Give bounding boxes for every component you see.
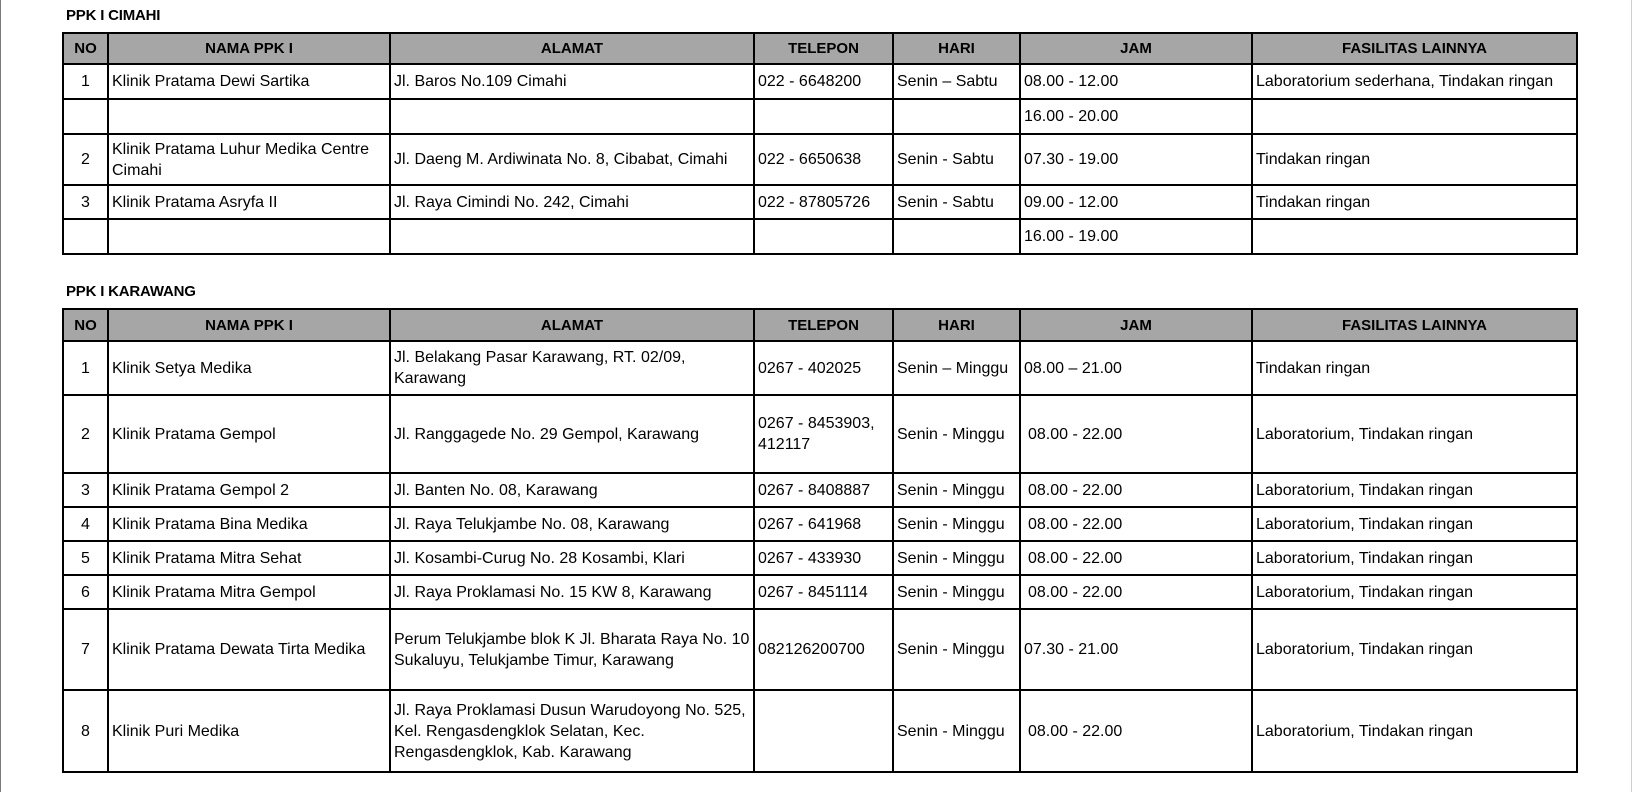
cell-hari: Senin - Minggu xyxy=(893,575,1020,609)
cell-fasilitas: Laboratorium, Tindakan ringan xyxy=(1252,473,1577,507)
cell-nama: Klinik Pratama Luhur Medika Centre Cimahi xyxy=(108,134,390,185)
cell-telepon: 0267 - 641968 xyxy=(754,507,893,541)
cell-nama: Klinik Pratama Dewi Sartika xyxy=(108,64,390,99)
table-row xyxy=(63,690,1577,772)
cell-fasilitas: Laboratorium, Tindakan ringan xyxy=(1252,507,1577,541)
cell-nama: Klinik Pratama Asryfa II xyxy=(108,185,390,219)
cell-jam: 08.00 - 22.00 xyxy=(1020,395,1252,473)
cell-no: 7 xyxy=(63,609,108,690)
cell-telepon: 0267 - 402025 xyxy=(754,341,893,395)
table-ppk-karawang xyxy=(62,308,1578,773)
cell-fasilitas: Laboratorium sederhana, Tindakan ringan xyxy=(1252,64,1577,99)
cell-telepon xyxy=(754,219,893,254)
cell-hari: Senin – Minggu xyxy=(893,341,1020,395)
cell-nama: Klinik Pratama Gempol xyxy=(108,395,390,473)
cell-jam: 08.00 - 22.00 xyxy=(1020,507,1252,541)
cell-telepon: 082126200700 xyxy=(754,609,893,690)
cell-alamat: Jl. Raya Proklamasi No. 15 KW 8, Karawang xyxy=(390,575,754,609)
cell-alamat: Jl. Raya Proklamasi Dusun Warudoyong No. 525, Kel. Rengasdengklok Selatan, Kec. Rengasdengklok, Kab. Karawang xyxy=(390,690,754,772)
cell-hari: Senin - Minggu xyxy=(893,541,1020,575)
cell-hari xyxy=(893,99,1020,134)
cell-jam: 09.00 - 12.00 xyxy=(1020,185,1252,219)
cell-nama: Klinik Setya Medika xyxy=(108,341,390,395)
cell-hari: Senin - Minggu xyxy=(893,473,1020,507)
cell-alamat: Jl. Belakang Pasar Karawang, RT. 02/09, Karawang xyxy=(390,341,754,395)
cell-jam: 16.00 - 20.00 xyxy=(1020,99,1252,134)
cell-no: 3 xyxy=(63,185,108,219)
cell-nama: Klinik Pratama Bina Medika xyxy=(108,507,390,541)
cell-no: 4 xyxy=(63,507,108,541)
cell-hari: Senin - Minggu xyxy=(893,395,1020,473)
cell-no xyxy=(63,99,108,134)
cell-fasilitas: Laboratorium, Tindakan ringan xyxy=(1252,541,1577,575)
cell-jam: 16.00 - 19.00 xyxy=(1020,219,1252,254)
cell-hari xyxy=(893,219,1020,254)
cell-hari: Senin – Sabtu xyxy=(893,64,1020,99)
cell-no: 3 xyxy=(63,473,108,507)
cell-no: 6 xyxy=(63,575,108,609)
cell-hari: Senin - Minggu xyxy=(893,690,1020,772)
cell-telepon: 022 - 6648200 xyxy=(754,64,893,99)
table-row xyxy=(63,219,1577,254)
cell-no xyxy=(63,219,108,254)
header-fasilitas: FASILITAS LAINNYA xyxy=(1252,309,1577,341)
cell-telepon: 022 - 6650638 xyxy=(754,134,893,185)
cell-alamat: Jl. Baros No.109 Cimahi xyxy=(390,64,754,99)
cell-jam: 08.00 - 22.00 xyxy=(1020,690,1252,772)
cell-nama: Klinik Pratama Gempol 2 xyxy=(108,473,390,507)
table-row xyxy=(63,99,1577,134)
cell-fasilitas: Tindakan ringan xyxy=(1252,185,1577,219)
cell-telepon xyxy=(754,99,893,134)
header-fasilitas: FASILITAS LAINNYA xyxy=(1252,33,1577,64)
table-row xyxy=(63,185,1577,219)
table-ppk-cimahi xyxy=(62,32,1578,255)
table-row xyxy=(63,473,1577,507)
table-row xyxy=(63,341,1577,395)
header-jam: JAM xyxy=(1020,33,1252,64)
cell-no: 5 xyxy=(63,541,108,575)
cell-alamat: Jl. Banten No. 08, Karawang xyxy=(390,473,754,507)
cell-no: 1 xyxy=(63,64,108,99)
cell-telepon: 0267 - 8408887 xyxy=(754,473,893,507)
cell-fasilitas: Laboratorium, Tindakan ringan xyxy=(1252,575,1577,609)
cell-nama: Klinik Pratama Mitra Sehat xyxy=(108,541,390,575)
cell-jam: 08.00 – 21.00 xyxy=(1020,341,1252,395)
header-no: NO xyxy=(63,309,108,341)
cell-alamat xyxy=(390,99,754,134)
cell-telepon xyxy=(754,690,893,772)
cell-no: 2 xyxy=(63,134,108,185)
cell-alamat: Jl. Ranggagede No. 29 Gempol, Karawang xyxy=(390,395,754,473)
cell-alamat xyxy=(390,219,754,254)
cell-nama: Klinik Pratama Mitra Gempol xyxy=(108,575,390,609)
cell-telepon: 0267 - 8453903, 412117 xyxy=(754,395,893,473)
cell-jam: 08.00 - 12.00 xyxy=(1020,64,1252,99)
section-title-cimahi: PPK I CIMAHI xyxy=(66,7,161,24)
cell-nama: Klinik Pratama Dewata Tirta Medika xyxy=(108,609,390,690)
cell-nama xyxy=(108,99,390,134)
section-title-karawang: PPK I KARAWANG xyxy=(66,283,196,300)
header-jam: JAM xyxy=(1020,309,1252,341)
cell-fasilitas: Laboratorium, Tindakan ringan xyxy=(1252,690,1577,772)
cell-fasilitas xyxy=(1252,99,1577,134)
cell-no: 1 xyxy=(63,341,108,395)
cell-fasilitas: Tindakan ringan xyxy=(1252,341,1577,395)
table-row xyxy=(63,575,1577,609)
cell-fasilitas: Laboratorium, Tindakan ringan xyxy=(1252,609,1577,690)
header-alamat: ALAMAT xyxy=(390,309,754,341)
cell-fasilitas xyxy=(1252,219,1577,254)
cell-jam: 07.30 - 21.00 xyxy=(1020,609,1252,690)
cell-telepon: 0267 - 8451114 xyxy=(754,575,893,609)
header-nama: NAMA PPK I xyxy=(108,309,390,341)
table-row xyxy=(63,609,1577,690)
cell-alamat: Jl. Raya Telukjambe No. 08, Karawang xyxy=(390,507,754,541)
header-no: NO xyxy=(63,33,108,64)
cell-hari: Senin - Minggu xyxy=(893,507,1020,541)
header-hari: HARI xyxy=(893,309,1020,341)
table-row xyxy=(63,541,1577,575)
cell-jam: 08.00 - 22.00 xyxy=(1020,541,1252,575)
cell-telepon: 022 - 87805726 xyxy=(754,185,893,219)
cell-fasilitas: Laboratorium, Tindakan ringan xyxy=(1252,395,1577,473)
cell-telepon: 0267 - 433930 xyxy=(754,541,893,575)
cell-nama xyxy=(108,219,390,254)
table-row xyxy=(63,507,1577,541)
cell-jam: 08.00 - 22.00 xyxy=(1020,575,1252,609)
cell-hari: Senin - Sabtu xyxy=(893,185,1020,219)
cell-no: 8 xyxy=(63,690,108,772)
header-alamat: ALAMAT xyxy=(390,33,754,64)
table-header-row xyxy=(63,309,1577,341)
table-row xyxy=(63,395,1577,473)
header-nama: NAMA PPK I xyxy=(108,33,390,64)
cell-jam: 07.30 - 19.00 xyxy=(1020,134,1252,185)
table-row xyxy=(63,134,1577,185)
cell-alamat: Jl. Kosambi-Curug No. 28 Kosambi, Klari xyxy=(390,541,754,575)
cell-alamat: Jl. Raya Cimindi No. 242, Cimahi xyxy=(390,185,754,219)
cell-alamat: Jl. Daeng M. Ardiwinata No. 8, Cibabat, Cimahi xyxy=(390,134,754,185)
cell-fasilitas: Tindakan ringan xyxy=(1252,134,1577,185)
cell-nama: Klinik Puri Medika xyxy=(108,690,390,772)
cell-jam: 08.00 - 22.00 xyxy=(1020,473,1252,507)
header-telepon: TELEPON xyxy=(754,309,893,341)
page-edge-left xyxy=(0,0,1,792)
cell-hari: Senin - Minggu xyxy=(893,609,1020,690)
cell-hari: Senin - Sabtu xyxy=(893,134,1020,185)
header-hari: HARI xyxy=(893,33,1020,64)
table-row xyxy=(63,64,1577,99)
table-header-row xyxy=(63,33,1577,64)
cell-alamat: Perum Telukjambe blok K Jl. Bharata Raya No. 10 Sukaluyu, Telukjambe Timur, Karawang xyxy=(390,609,754,690)
cell-no: 2 xyxy=(63,395,108,473)
header-telepon: TELEPON xyxy=(754,33,893,64)
